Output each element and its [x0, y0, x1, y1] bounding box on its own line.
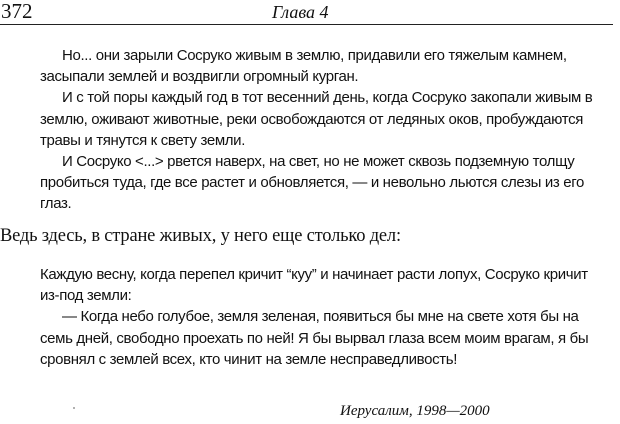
page-header [0, 0, 620, 24]
quote-paragraph: Но... они зарыли Сосруко живым в землю, придавили его тяжелым камнем, засыпали землей и воздвигли огромный курган. [40, 47, 567, 86]
quote-block-1 [40, 45, 608, 215]
quote-block-2 [40, 264, 608, 370]
header-rule [0, 24, 613, 25]
running-head: Глава 4 [272, 2, 329, 22]
quote-paragraph: И Сосруко <...> рвется наверх, на свет, но не может сквозь подземную толщу пробиться туда, где все растет и обновляется, — и невольно льются слезы из его глаз. [40, 153, 585, 213]
quote-paragraph: — Когда небо голубое, земля зеленая, появиться бы мне на свете хотя бы на семь дней, свободно проехать по ней! Я бы вырвал глаза всем моим врагам, я бы сровнял с землей всех, кто чинит на земле несправедливость! [40, 308, 589, 368]
scan-speck [73, 407, 75, 409]
quote-paragraph: И с той поры каждый год в тот весенний день, когда Сосруко закопали живым в землю, оживают животные, реки освобождаются от ледяных оков, пробуждаются травы и тянутся к свету земли. [40, 89, 593, 149]
place-date-signature: Иерусалим, 1998—2000 [340, 403, 490, 419]
quote-paragraph: Каждую весну, когда перепел кричит “куу” и начинает расти лопух, Сосруко кричит из-под земли: [40, 266, 588, 305]
lead-sentence: Ведь здесь, в стране живых, у него еще столько дел: [0, 226, 401, 246]
page-number: 372 [1, 0, 33, 23]
